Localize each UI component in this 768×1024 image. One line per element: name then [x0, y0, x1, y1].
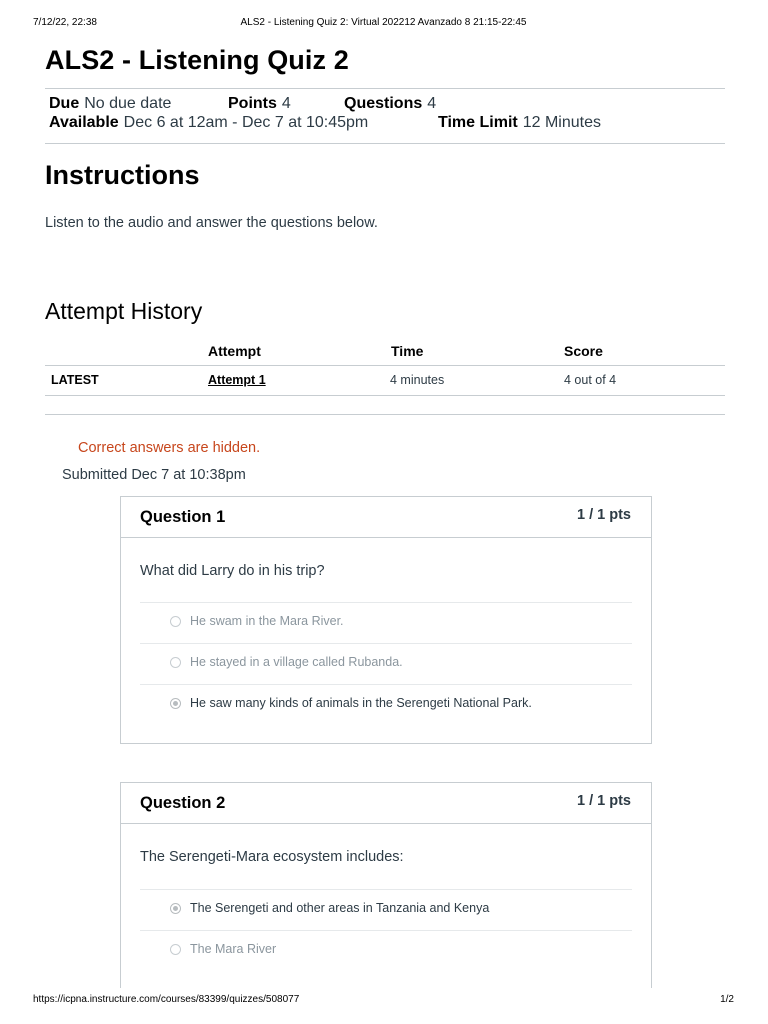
- radio-icon[interactable]: [170, 944, 181, 955]
- time-limit-detail: [438, 114, 601, 132]
- answer-option[interactable]: [140, 602, 632, 644]
- column-header-time: Time: [391, 343, 424, 359]
- attempt-1-link[interactable]: Attempt 1: [208, 373, 266, 387]
- submitted-timestamp: Submitted Dec 7 at 10:38pm: [62, 467, 246, 483]
- answer-option[interactable]: [140, 889, 632, 931]
- question-points: 1 / 1 pts: [577, 507, 631, 523]
- divider: [45, 88, 725, 89]
- answer-label: He swam in the Mara River.: [190, 614, 344, 628]
- points-detail: [228, 95, 291, 113]
- latest-label: LATEST: [51, 373, 99, 387]
- due-detail: [49, 95, 171, 113]
- points-value: 4: [281, 95, 291, 112]
- attempt-time: 4 minutes: [390, 373, 445, 387]
- print-page-title: ALS2 - Listening Quiz 2: Virtual 202212 Avanzado 8 21:15-22:45: [240, 17, 527, 28]
- instructions-text: Listen to the audio and answer the questions below.: [45, 215, 378, 231]
- available-label: Available: [49, 114, 119, 131]
- question-header: [121, 497, 651, 538]
- available-value: Dec 6 at 12am - Dec 7 at 10:45pm: [123, 114, 369, 131]
- answer-option[interactable]: [140, 930, 632, 972]
- radio-icon[interactable]: [170, 657, 181, 668]
- table-header-divider: [45, 365, 725, 366]
- question-name: Question 1: [140, 508, 226, 526]
- time-limit-label: Time Limit: [438, 114, 518, 131]
- questions-detail: [344, 95, 436, 113]
- radio-icon[interactable]: [170, 903, 181, 914]
- table-row-divider: [45, 395, 725, 396]
- print-page-number: 1/2: [720, 994, 734, 1005]
- answer-option[interactable]: [140, 643, 632, 685]
- print-header: [33, 17, 734, 31]
- time-limit-value: 12 Minutes: [522, 114, 601, 131]
- divider: [45, 143, 725, 144]
- available-detail: [49, 114, 368, 132]
- question-text: The Serengeti-Mara ecosystem includes:: [140, 849, 404, 865]
- correct-answers-hidden-note: Correct answers are hidden.: [78, 440, 261, 456]
- question-header: [121, 783, 651, 824]
- instructions-heading: Instructions: [45, 160, 200, 190]
- question-text: What did Larry do in his trip?: [140, 563, 325, 579]
- questions-label: Questions: [344, 95, 423, 112]
- questions-value: 4: [427, 95, 437, 112]
- answer-option[interactable]: [140, 684, 632, 726]
- print-url: https://icpna.instructure.com/courses/83399/quizzes/508077: [33, 994, 300, 1005]
- question-card: [120, 496, 652, 744]
- attempt-score: 4 out of 4: [564, 373, 617, 387]
- divider: [45, 414, 725, 415]
- column-header-score: Score: [564, 343, 603, 359]
- points-label: Points: [228, 95, 277, 112]
- question-name: Question 2: [140, 794, 226, 812]
- radio-icon[interactable]: [170, 698, 181, 709]
- answer-label: He stayed in a village called Rubanda.: [190, 655, 403, 669]
- question-points: 1 / 1 pts: [577, 793, 631, 809]
- answer-label: He saw many kinds of animals in the Serengeti National Park.: [190, 696, 532, 710]
- column-header-attempt: Attempt: [208, 343, 261, 359]
- print-footer: [33, 994, 734, 1008]
- print-datetime: 7/12/22, 22:38: [33, 17, 97, 28]
- attempt-history-heading: Attempt History: [45, 298, 203, 324]
- answer-label: The Mara River: [190, 942, 277, 956]
- due-value: No due date: [84, 95, 172, 112]
- radio-icon[interactable]: [170, 616, 181, 627]
- due-label: Due: [49, 95, 80, 112]
- question-card: [120, 782, 652, 1013]
- answer-label: The Serengeti and other areas in Tanzania and Kenya: [190, 901, 490, 915]
- quiz-title: ALS2 - Listening Quiz 2: [45, 45, 349, 75]
